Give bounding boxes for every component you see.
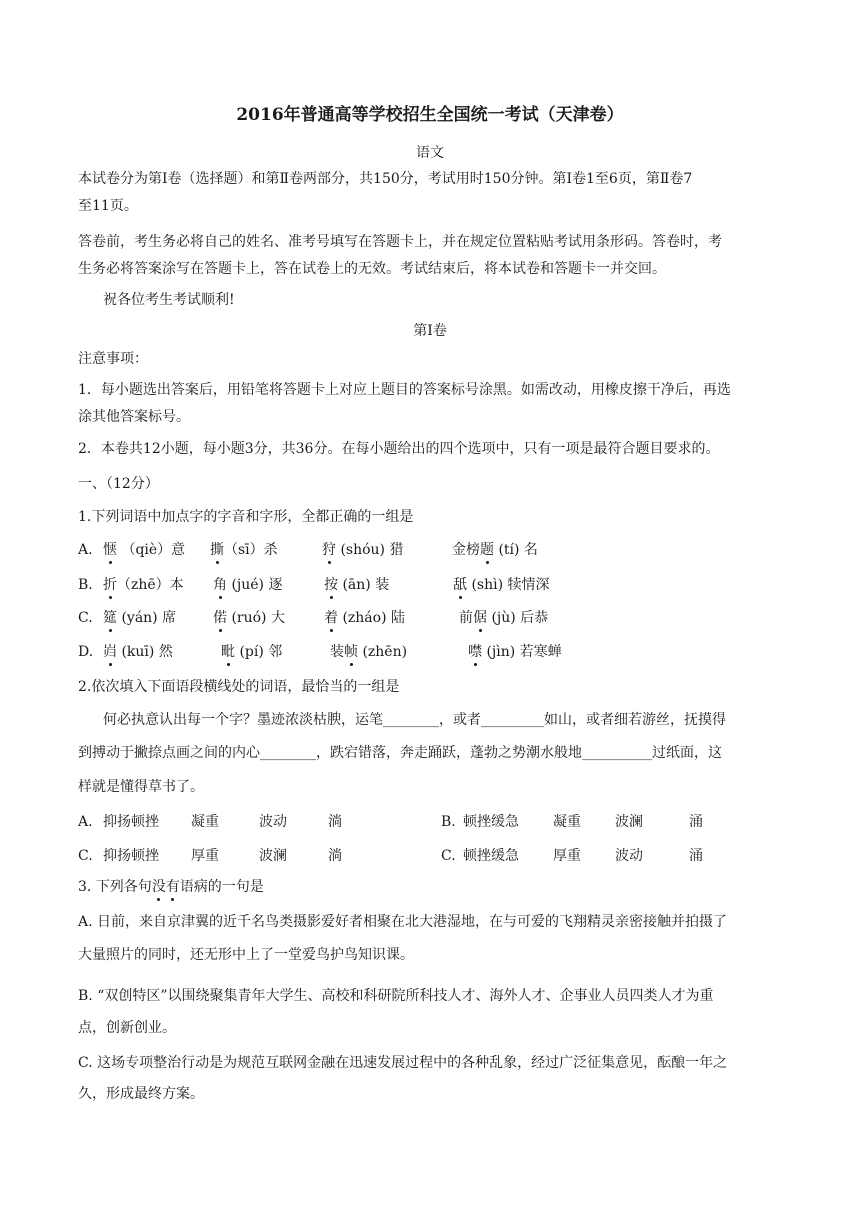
- option-word: 岿 (kuī) 然: [103, 644, 173, 660]
- option-letter: C.: [78, 848, 93, 864]
- intro-line: 至11页。: [78, 198, 138, 214]
- option-word: 偌 (ruó) 大: [213, 610, 285, 626]
- option-word: 波动: [259, 814, 287, 830]
- good-luck-line: 祝各位考生考试顺利!: [103, 292, 235, 308]
- subject-label: 语文: [416, 145, 444, 161]
- intro-line: 本试卷分为第Ⅰ卷（选择题）和第Ⅱ卷两部分，共150分，考试用时150分钟。第Ⅰ卷1至6页，第Ⅱ卷7: [78, 171, 693, 187]
- option-word: 顿挫缓急: [463, 848, 519, 864]
- option-word: 金榜题 (tí) 名: [452, 542, 538, 558]
- option-word: 角 (jué) 逐: [213, 577, 283, 593]
- option-letter: B.: [78, 577, 93, 593]
- option-letter: A.: [78, 814, 93, 830]
- option-word: 撕（sī）杀: [210, 542, 278, 558]
- option-word: 凝重: [191, 814, 219, 830]
- q3-option-line: B. “双创特区”以围绕聚集青年大学生、高校和科研院所科技人才、海外人才、企事业人员四类人才为重: [78, 988, 714, 1004]
- option-word: 前倨 (jù) 后恭: [459, 610, 549, 626]
- option-word: 舐 (shì) 犊情深: [453, 577, 550, 593]
- option-word: 凝重: [553, 814, 581, 830]
- option-word: 噤 (jìn) 若寒蝉: [468, 644, 562, 660]
- section-heading: 一、（12分）: [78, 476, 159, 492]
- option-word: 涌: [689, 848, 703, 864]
- q3-option-line: A. 日前，来自京津翼的近千名鸟类摄影爱好者相聚在北大港湿地，在与可爱的飞翔精灵亲密接触并拍摄了: [78, 914, 728, 930]
- q3-option-line: 点，创新创业。: [78, 1020, 176, 1036]
- notice-title: 注意事项：: [78, 351, 148, 367]
- option-word: 波澜: [615, 814, 643, 830]
- option-word: 厚重: [191, 848, 219, 864]
- option-letter: C.: [78, 610, 93, 626]
- question-1-stem: 1.下列词语中加点字的字音和字形，全都正确的一组是: [78, 509, 414, 525]
- option-word: 筵 (yán) 席: [103, 610, 177, 626]
- option-word: 波动: [615, 848, 643, 864]
- q3-option-line: C. 这场专项整治行动是为规范互联网金融在迅速发展过程中的各种乱象，经过广泛征集意见，酝酿一年之: [78, 1055, 728, 1071]
- option-word: 波澜: [259, 848, 287, 864]
- notice-line: 2．本卷共12小题，每小题3分，共36分。在每小题给出的四个选项中，只有一项是最符合题目要求的。: [78, 441, 720, 457]
- option-word: 狩 (shóu) 猎: [322, 542, 404, 558]
- option-word: 涌: [689, 814, 703, 830]
- notice-line: 涂其他答案标号。: [78, 409, 190, 425]
- notice-line: 1．每小题选出答案后，用铅笔将答题卡上对应上题目的答案标号涂黑。如需改动，用橡皮擦干净后，再选: [78, 382, 731, 398]
- option-letter: A.: [78, 542, 93, 558]
- option-word: 着 (zháo) 陆: [324, 610, 405, 626]
- passage-line: 何必执意认出每一个字？墨迹浓淡枯腴，运笔________，或者_________如山，或者细若游丝，抚摸得: [103, 712, 726, 728]
- passage-line: 到搏动于撇捺点画之间的内心________，跌宕错落，奔走踊跃，蓬勃之势潮水般地__________过纸面，这: [78, 745, 722, 761]
- part-title: 第Ⅰ卷: [413, 323, 447, 339]
- question-2-stem: 2.依次填入下面语段横线处的词语，最恰当的一组是: [78, 679, 400, 695]
- option-letter: D.: [78, 644, 94, 660]
- option-word: 惬 （qiè）意: [103, 542, 186, 558]
- intro-line: 答卷前，考生务必将自己的姓名、准考号填写在答题卡上，并在规定位置粘贴考试用条形码。答卷时，考: [78, 234, 722, 250]
- option-word: 淌: [328, 814, 342, 830]
- option-word: 抑扬顿挫: [103, 814, 159, 830]
- question-3-stem: 3. 下列各句没有语病的一句是: [78, 879, 264, 895]
- option-word: 装帧 (zhēn): [330, 644, 408, 660]
- option-word: 淌: [328, 848, 342, 864]
- option-letter: B.: [441, 814, 456, 830]
- option-word: 按 (ān) 装: [324, 577, 390, 593]
- option-word: 折（zhē）本: [103, 577, 184, 593]
- option-word: 顿挫缓急: [463, 814, 519, 830]
- option-word: 抑扬顿挫: [103, 848, 159, 864]
- q3-option-line: 大量照片的同时，还无形中上了一堂爱鸟护鸟知识课。: [78, 947, 414, 963]
- q3-option-line: 久，形成最终方案。: [78, 1086, 204, 1102]
- exam-title: 2016年普通高等学校招生全国统一考试（天津卷）: [236, 105, 624, 125]
- intro-line: 生务必将答案涂写在答题卡上，答在试卷上的无效。考试结束后，将本试卷和答题卡一并交回。: [78, 261, 666, 277]
- option-letter: C.: [441, 848, 456, 864]
- option-word: 厚重: [553, 848, 581, 864]
- option-word: 毗 (pí) 邻: [221, 644, 283, 660]
- passage-line: 样就是懂得草书了。: [78, 779, 204, 795]
